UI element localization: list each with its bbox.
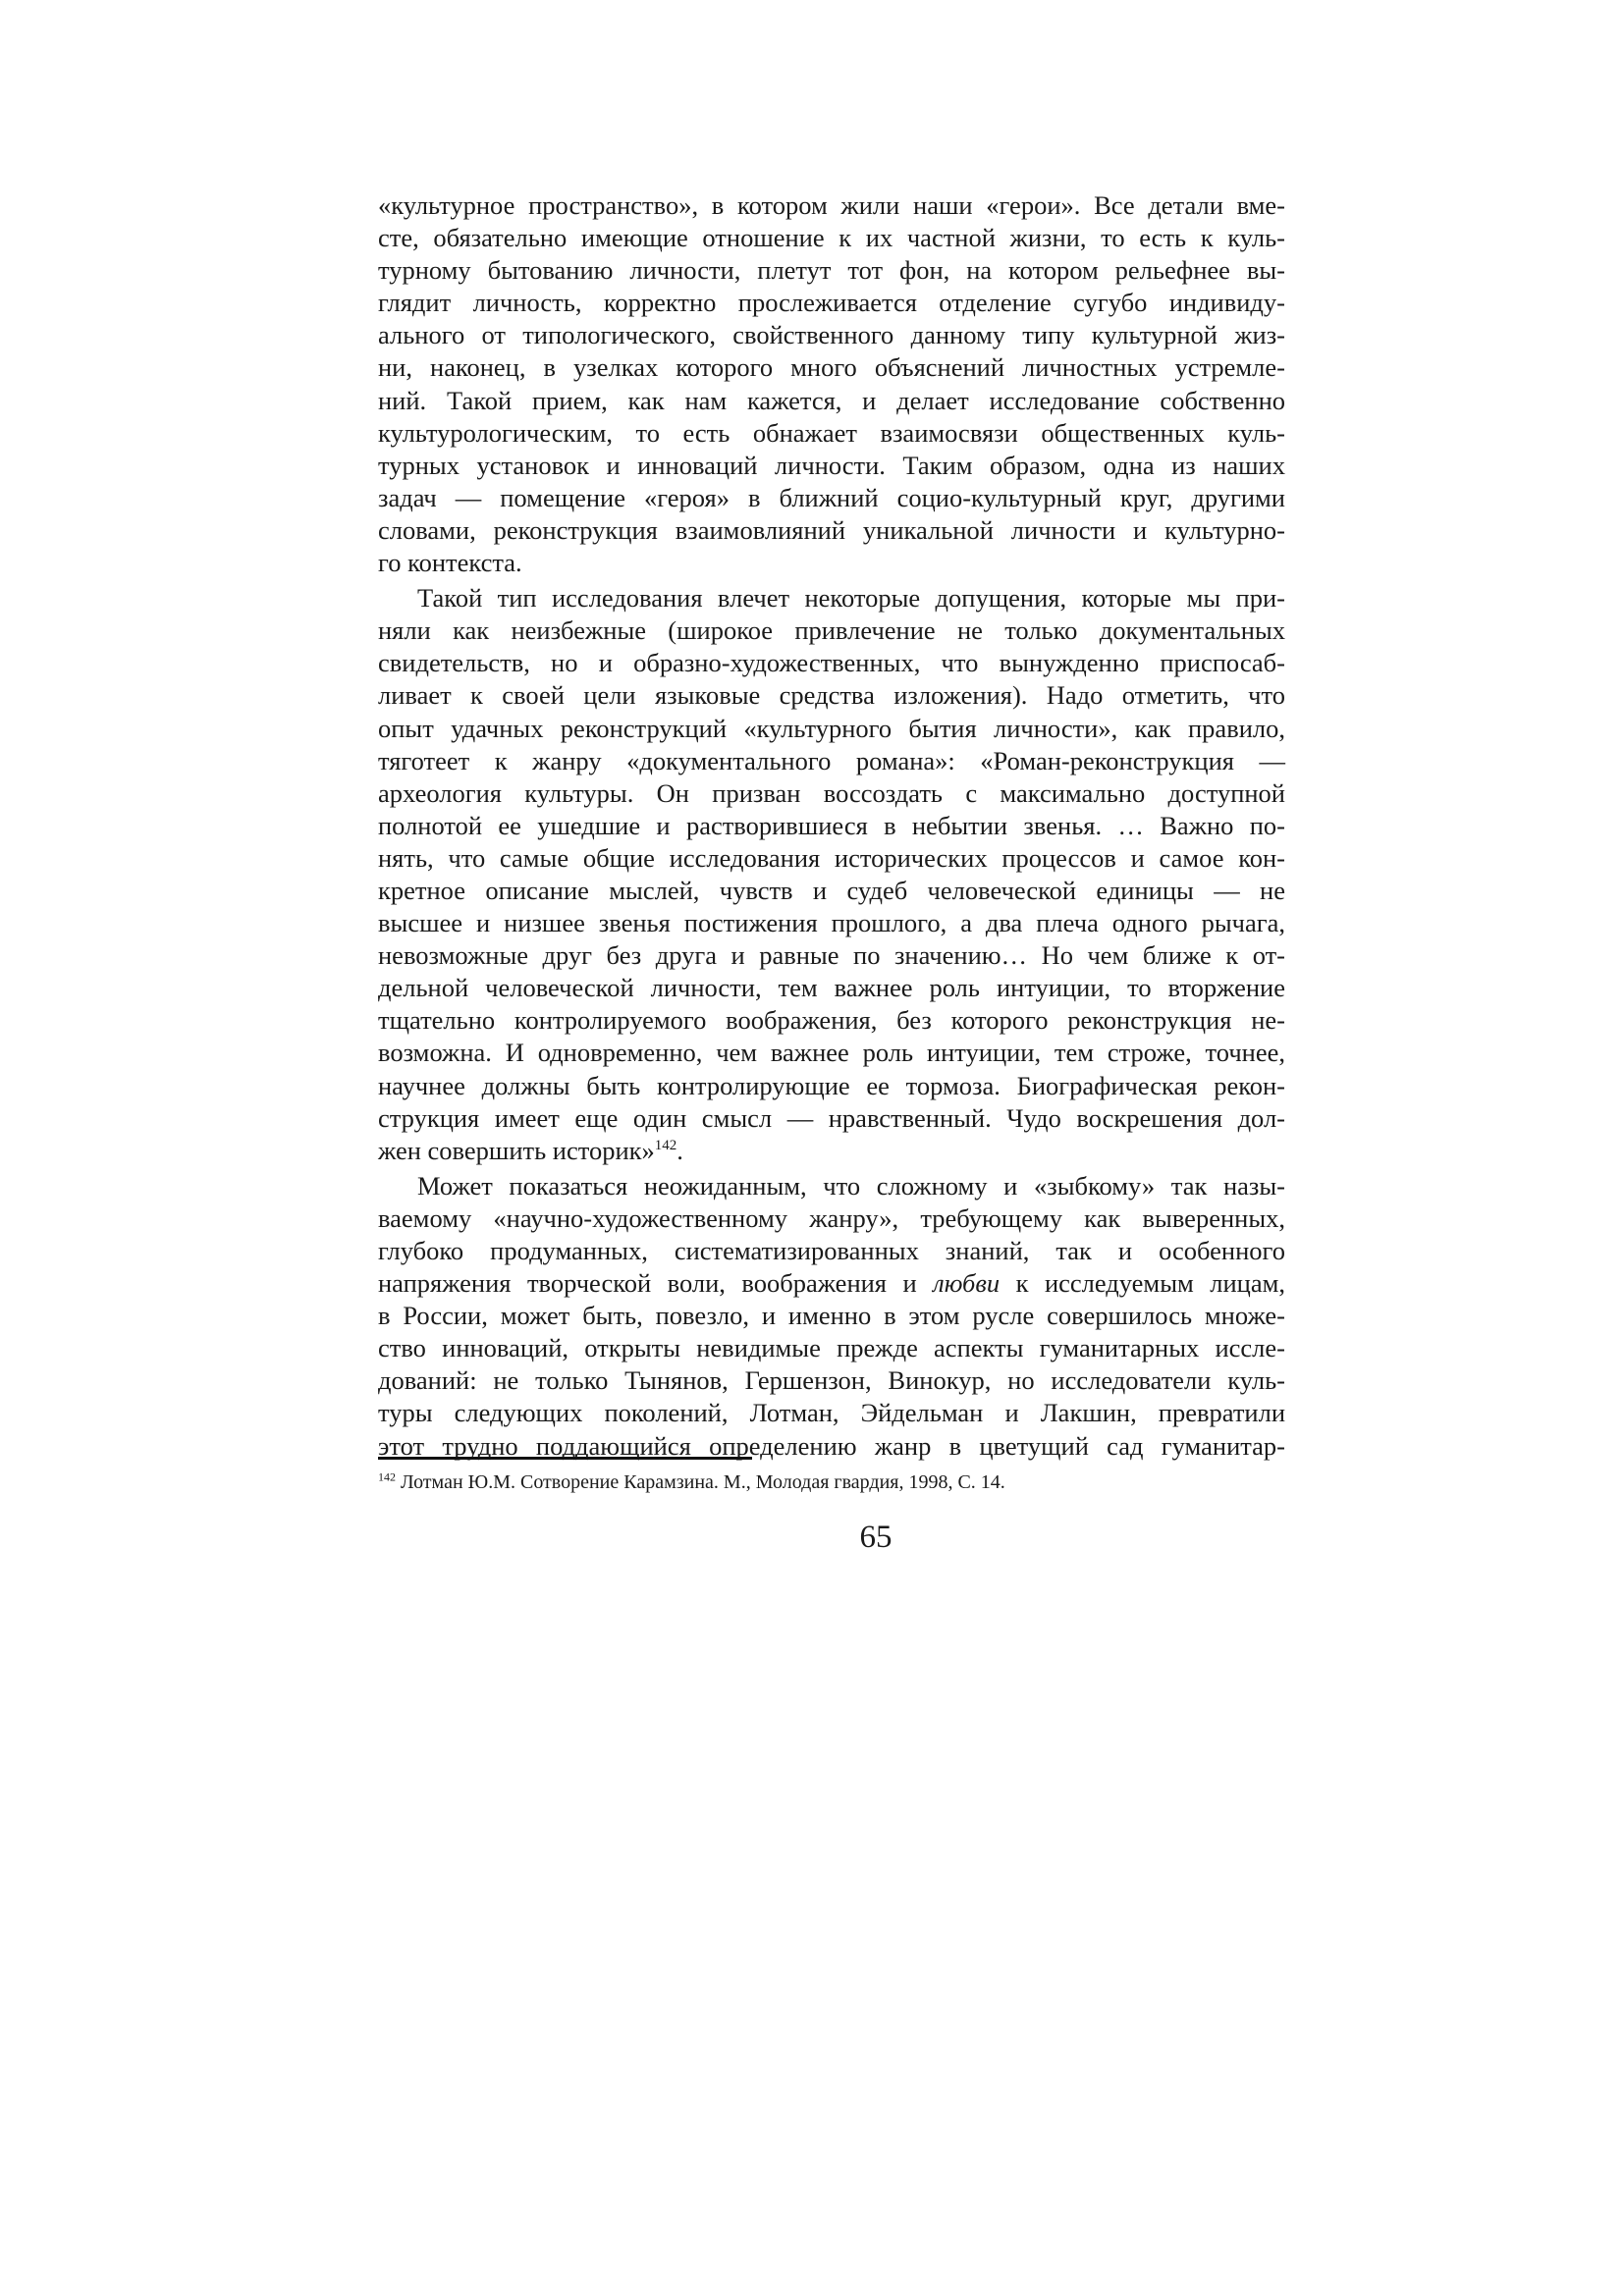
text-line: глубоко продуманных, систематизированных знаний, так и особенного	[378, 1236, 1285, 1265]
footnote-separator	[378, 1457, 752, 1460]
text-line	[378, 1267, 1285, 1300]
text-line: дельной человеческой личности, тем важнее роль интуиции, то вторжение	[378, 973, 1285, 1003]
text-line: ального от типологического, свойственного данному типу культурной жиз-	[378, 320, 1285, 350]
text-line: задач — помещение «героя» в ближний социо-культурный круг, другими	[378, 482, 1285, 512]
text-line: няли как неизбежные (широкое привлечение не только документальных	[378, 615, 1285, 646]
footnote-number: 142	[378, 1469, 396, 1484]
text-line: турному бытованию личности, плетут тот фон, на котором рельефнее вы-	[378, 255, 1285, 286]
text-line: культурологическим, то есть обнажает взаимосвязи общественных куль-	[378, 417, 1285, 448]
text-line: высшее и низшее звенья постижения прошлого, а два плеча одного рычага,	[378, 908, 1285, 938]
text-line: ство инноваций, открыты невидимые прежде аспекты гуманитарных иссле-	[378, 1333, 1285, 1363]
text-line: дований: не только Тынянов, Гершензон, Винокур, но исследователи куль-	[378, 1365, 1285, 1396]
text-line: сте, обязательно имеющие отношение к их частной жизни, то есть к куль-	[378, 223, 1285, 253]
text-fragment: жен совершить историк»	[378, 1135, 655, 1165]
text-line: ни, наконец, в узелках которого много объяснений личностных устремле-	[378, 352, 1285, 383]
paragraph-2	[378, 582, 1285, 1167]
text-line: туры следующих поколений, Лотман, Эйдельман и Лакшин, превратили	[378, 1398, 1285, 1428]
text-line: археология культуры. Он призван воссоздать с максимально доступной	[378, 777, 1285, 808]
main-text	[378, 189, 1285, 1463]
text-line: ний. Такой прием, как нам кажется, и делает исследование собственно	[378, 385, 1285, 415]
footnote-text: Лотман Ю.М. Сотворение Карамзина. М., Молодая гвардия, 1998, С. 14.	[396, 1471, 1005, 1493]
text-line: кретное описание мыслей, чувств и судеб человеческой единицы — не	[378, 875, 1285, 905]
text-line: Такой тип исследования влечет некоторые допущения, которые мы при-	[417, 583, 1285, 614]
text-line: нять, что самые общие исследования исторических процессов и самое кон-	[378, 842, 1285, 873]
paragraph-1	[378, 189, 1285, 579]
text-fragment: к исследуемым лицам,	[1000, 1268, 1285, 1299]
text-line: возможна. И одновременно, чем важнее роль интуиции, тем строже, точнее,	[378, 1038, 1285, 1068]
text-line: в России, может быть, повезло, и именно в этом русле совершилось множе-	[378, 1301, 1285, 1331]
text-line: невозможные друг без друга и равные по значению… Но чем ближе к от-	[378, 940, 1285, 971]
text-line: «культурное пространство», в котором жили наши «герои». Все детали вме-	[378, 190, 1285, 220]
text-line: турных установок и инноваций личности. Таким образом, одна из наших	[378, 450, 1285, 480]
text-line: опыт удачных реконструкций «культурного бытия личности», как правило,	[378, 713, 1285, 743]
page-number: 65	[859, 1520, 893, 1555]
text-line: тщательно контролируемого воображения, без которого реконструкция не-	[378, 1005, 1285, 1036]
text-line: тяготеет к жанру «документального романа»: «Роман-реконструкция —	[378, 745, 1285, 775]
text-fragment: напряжения творческой воли, воображения и	[378, 1268, 934, 1299]
text-line: этот трудно поддающийся определению жанр в цветущий сад гуманитар-	[378, 1430, 1285, 1461]
emphasis-text: любви	[933, 1268, 1001, 1299]
text-line: полнотой ее ушедшие и растворившиеся в небытии звенья. … Важно по-	[378, 810, 1285, 840]
text-line: струкция имеет еще один смысл — нравственный. Чудо воскрешения дол-	[378, 1102, 1285, 1133]
paragraph-3	[378, 1170, 1285, 1463]
footnote-reference[interactable]: 142	[654, 1137, 677, 1153]
text-line: ваемому «научно-художественному жанру», требующему как выверенных,	[378, 1202, 1285, 1233]
text-line: го контекста.	[378, 548, 522, 578]
text-line: свидетельств, но и образно-художественных, что вынужденно приспосаб-	[378, 648, 1285, 678]
text-line: научнее должны быть контролирующие ее тормоза. Биографическая рекон-	[378, 1070, 1285, 1100]
text-fragment: .	[676, 1135, 683, 1165]
footnote	[378, 1468, 1285, 1496]
text-line: глядит личность, корректно прослеживается отделение сугубо индивиду-	[378, 288, 1285, 318]
text-line: Может показаться неожиданным, что сложному и «зыбкому» так назы-	[417, 1170, 1285, 1201]
text-line: ливает к своей цели языковые средства изложения). Надо отметить, что	[378, 680, 1285, 711]
text-line	[378, 1135, 1285, 1167]
text-line: словами, реконструкция взаимовлияний уникальной личности и культурно-	[378, 514, 1285, 545]
